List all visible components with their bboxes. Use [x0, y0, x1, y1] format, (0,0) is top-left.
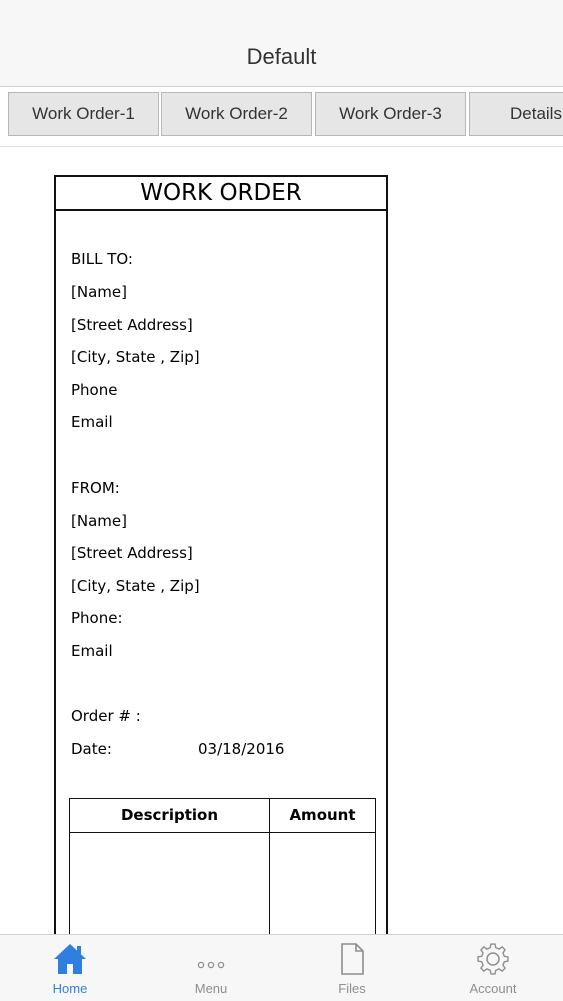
document-title: WORK ORDER: [56, 177, 386, 211]
file-icon: [334, 941, 370, 977]
order-number-label: Order # :: [71, 707, 141, 725]
work-order-document: [54, 175, 388, 934]
bill-to-street: [Street Address]: [71, 316, 193, 334]
navigation-bar: [0, 0, 563, 87]
tabbar-files[interactable]: [282, 935, 422, 1001]
bill-to-label: BILL TO:: [71, 250, 133, 268]
home-icon: [52, 941, 88, 977]
from-name: [Name]: [71, 512, 127, 530]
more-icon: [193, 941, 229, 977]
date-label: Date:: [71, 740, 112, 758]
tab-work-order-1[interactable]: Work Order-1: [8, 92, 159, 136]
tabbar-menu[interactable]: [141, 935, 281, 1001]
from-street: [Street Address]: [71, 544, 193, 562]
tab-work-order-2[interactable]: Work Order-2: [161, 92, 312, 136]
date-value: 03/18/2016: [198, 740, 285, 758]
description-column-header: Description: [120, 806, 219, 824]
from-email: Email: [71, 642, 113, 660]
tabbar-home[interactable]: [0, 935, 140, 1001]
bottom-tab-bar: [0, 934, 563, 1001]
page-title: Default: [246, 44, 317, 69]
document-viewer[interactable]: [0, 147, 563, 934]
bill-to-email: Email: [71, 413, 113, 431]
tabbar-home-label: Home: [52, 981, 88, 996]
from-label: FROM:: [71, 479, 120, 497]
tab-strip: [0, 87, 563, 147]
bill-to-phone: Phone: [71, 381, 118, 399]
amount-column-header: Amount: [289, 806, 356, 824]
tabbar-files-label: Files: [338, 981, 366, 996]
tabbar-account[interactable]: [423, 935, 563, 1001]
from-city: [City, State , Zip]: [71, 577, 200, 595]
tabbar-account-label: Account: [469, 981, 517, 996]
tab-details[interactable]: Details: [469, 92, 563, 136]
gear-icon: [475, 941, 511, 977]
tab-work-order-3[interactable]: Work Order-3: [315, 92, 466, 136]
column-divider: [269, 799, 270, 934]
tabbar-menu-label: Menu: [194, 981, 228, 996]
bill-to-name: [Name]: [71, 283, 127, 301]
bill-to-city: [City, State , Zip]: [71, 348, 200, 366]
table-header: [70, 799, 375, 833]
line-items-table: [69, 798, 376, 934]
from-phone: Phone:: [71, 609, 123, 627]
